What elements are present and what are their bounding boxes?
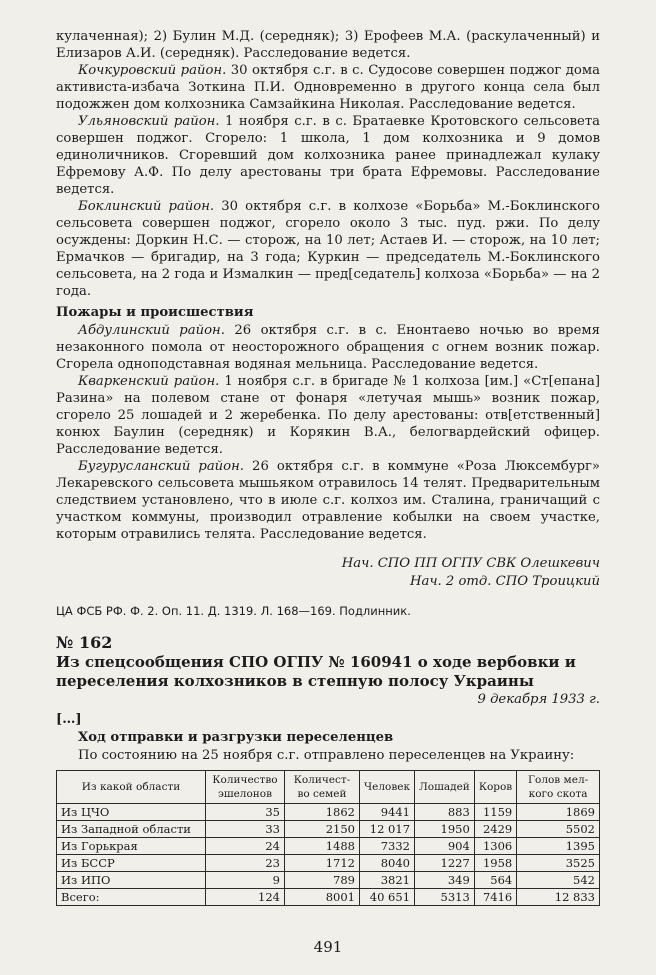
horses-cell: 1950 [415,821,475,838]
paragraph-kvarkensky [56,373,600,458]
small-livestock-cell: 3525 [517,855,600,872]
district-name: Боклинский район. [78,199,215,214]
table-row [57,872,600,889]
district-name: Кваркенский район. [78,374,220,389]
trains-cell: 24 [206,838,285,855]
column-header: Из какой области [57,771,206,804]
page-number: 491 [313,938,343,956]
families-cell: 1488 [285,838,360,855]
district-name: Абдулинский район. [78,323,225,338]
families-cell: 8001 [285,889,360,906]
column-header: Количест-во семей [285,771,360,804]
small-livestock-cell: 1395 [517,838,600,855]
cows-cell: 2429 [474,821,516,838]
cows-cell: 564 [474,872,516,889]
horses-cell: 904 [415,838,475,855]
paragraph-text: 1 ноября с.г. в с. Братаевке Кротовского сельсовета совершен поджог. Сгорело: 1 школа, 1 дом колхозника и 9 домов единоличников. Сгоревший дом колхозника ранее принадлежал кулаку Ефремову А.Ф. По делу арестованы три брата Ефремовы. Расследование ведется. [56,114,600,197]
resettlers-table [56,770,600,906]
column-header: Голов мел-кого скота [517,771,600,804]
document-title: Из спецсообщения СПО ОГПУ № 160941 о ходе вербовки и переселения колхозников в степную полосу Украины [56,653,576,690]
region-cell: Из Горькрая [57,838,206,855]
table-row [57,838,600,855]
document-date: 9 декабря 1933 г. [477,692,600,707]
column-header: Количество эшелонов [206,771,285,804]
paragraph-text: 30 октября с.г. в колхозе «Борьба» М.-Боклинского сельсовета совершен поджог, сгорело около 3 тыс. пуд. ржи. По делу осуждены: Доркин Н.С. — сторож, на 10 лет; Астаев И. — сторож, на 10 лет; Ермачков — бригадир, на 3 года; Куркин — председатель М.-Боклинского сельсовета, на 2 года и Измалкин — пред[седатель] колхоза «Борьба» — на 2 года. [56,199,600,299]
document-number: № 162 [56,633,113,652]
table-row [57,855,600,872]
families-cell: 1712 [285,855,360,872]
signature-line: Нач. СПО ПП ОГПУ СВК Олешкевич [341,556,600,571]
paragraph-continuation [56,28,600,62]
ellipsis-marker: […] [56,712,82,727]
shipping-intro: По состоянию на 25 ноября с.г. отправлено переселенцев на Украину: [78,748,575,763]
paragraph-buguruslansky [56,458,600,543]
families-cell: 789 [285,872,360,889]
signature-line: Нач. 2 отд. СПО Троицкий [409,574,600,589]
paragraph-kochkurovsky [56,62,600,113]
families-cell: 2150 [285,821,360,838]
horses-cell: 5313 [415,889,475,906]
people-cell: 3821 [360,872,415,889]
people-cell: 9441 [360,804,415,821]
paragraph-text: 26 октября с.г. в коммуне «Роза Люксембург» Лекаревского сельсовета мышьяком отравилось 14 телят. Предварительным следствием установлено, что в июле с.г. колхоз им. Сталина, граничащий с участком коммуны, производил отравление кобылки на своем участке, которым отравились телята. Расследование ведется. [56,459,600,542]
people-cell: 7332 [360,838,415,855]
table-row [57,804,600,821]
horses-cell: 349 [415,872,475,889]
families-cell: 1862 [285,804,360,821]
people-cell: 12 017 [360,821,415,838]
cows-cell: 7416 [474,889,516,906]
paragraph-text: кулаченная); 2) Булин М.Д. (середняк); 3) Ерофеев М.А. (раскулаченный) и Елизаров А.И. (середняк). Расследование ведется. [56,29,600,61]
region-cell: Из БССР [57,855,206,872]
cows-cell: 1958 [474,855,516,872]
region-cell: Из ИПО [57,872,206,889]
paragraph-abdulinsky [56,322,600,373]
table-row-total [57,889,600,906]
small-livestock-cell: 542 [517,872,600,889]
district-name: Бугурусланский район. [78,459,244,474]
trains-cell: 9 [206,872,285,889]
column-header: Лошадей [415,771,475,804]
paragraph-text: 26 октября с.г. в с. Енонтаево ночью во время незаконного помола от неосторожного обращения с огнем возник пожар. Сгорела одноподставная водяная мельница. Расследование ведется. [56,323,600,372]
cows-cell: 1306 [474,838,516,855]
cows-cell: 1159 [474,804,516,821]
small-livestock-cell: 1869 [517,804,600,821]
people-cell: 40 651 [360,889,415,906]
section-heading-shipping: Ход отправки и разгрузки переселенцев [78,730,394,745]
signature-block [56,555,600,591]
horses-cell: 1227 [415,855,475,872]
horses-cell: 883 [415,804,475,821]
small-livestock-cell: 12 833 [517,889,600,906]
region-cell: Всего: [57,889,206,906]
trains-cell: 33 [206,821,285,838]
table-header-row [57,771,600,804]
table-row [57,821,600,838]
column-header: Человек [360,771,415,804]
archive-reference: ЦА ФСБ РФ. Ф. 2. Оп. 11. Д. 1319. Л. 168—169. Подлинник. [56,604,411,618]
district-name: Ульяновский район. [78,114,220,129]
paragraph-text: 1 ноября с.г. в бригаде № 1 колхоза [им.] «Ст[епана] Разина» на полевом стане от фонаря «летучая мышь» возник пожар, сгорело 25 лошадей и 2 жеребенка. По делу арестованы: отв[етственный] конюх Баулин (середняк) и Корякин В.А., белогвардейский офицер. Расследование ведется. [56,374,600,457]
paragraph-text: 30 октября с.г. в с. Судосове совершен поджог дома активиста-избача Зоткина П.И. Одновременно в другого конца села был подожжен дом колхозника Самзайкина Николая. Расследование ведется. [56,63,600,112]
people-cell: 8040 [360,855,415,872]
paragraph-ulyanovsky [56,113,600,198]
column-header: Коров [474,771,516,804]
paragraph-boklinsky [56,198,600,300]
region-cell: Из ЦЧО [57,804,206,821]
district-name: Кочкуровский район. [78,63,227,78]
trains-cell: 23 [206,855,285,872]
small-livestock-cell: 5502 [517,821,600,838]
trains-cell: 35 [206,804,285,821]
trains-cell: 124 [206,889,285,906]
text-block-top [56,28,600,906]
region-cell: Из Западной области [57,821,206,838]
section-heading-fires: Пожары и происшествия [56,305,254,320]
